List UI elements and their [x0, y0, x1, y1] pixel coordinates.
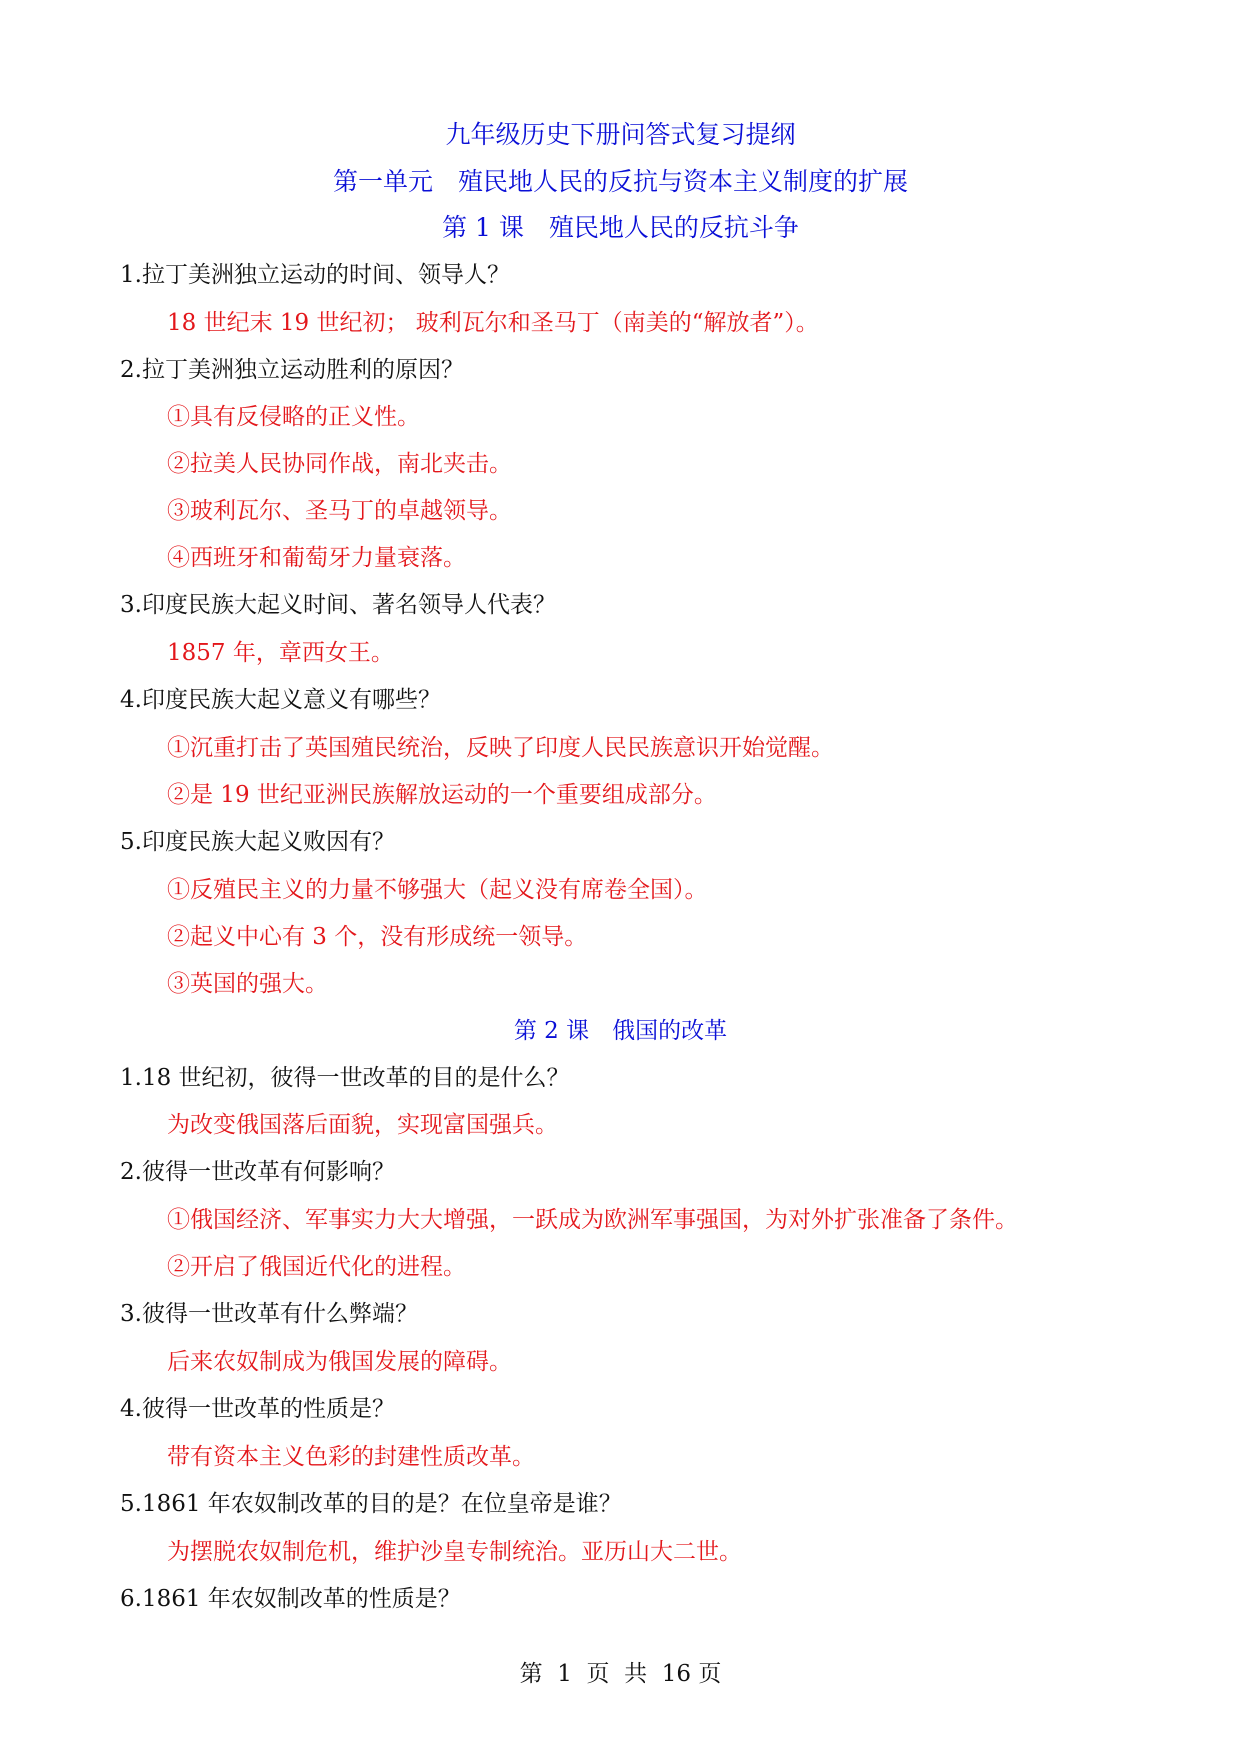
question-l2-1: 1.18 世纪初，彼得一世改革的目的是什么？	[120, 1065, 570, 1091]
question-l2-5: 5.1861 年农奴制改革的目的是？在位皇帝是谁？	[120, 1491, 622, 1517]
answer-l2-3: 后来农奴制成为俄国发展的障碍。	[167, 1349, 512, 1375]
unit-heading: 第一单元 殖民地人民的反抗与资本主义制度的扩展	[332, 167, 908, 196]
answer-l2-2-2: ②开启了俄国近代化的进程。	[167, 1254, 466, 1280]
lesson-1-heading: 第 1 课 殖民地人民的反抗斗争	[442, 213, 799, 242]
question-l1-5: 5.印度民族大起义败因有？	[120, 829, 395, 855]
lesson-2-heading: 第 2 课 俄国的改革	[513, 1018, 728, 1044]
question-l1-2: 2.拉丁美洲独立运动胜利的原因？	[120, 357, 464, 383]
answer-l1-1: 18 世纪末 19 世纪初； 玻利瓦尔和圣马丁（南美的“解放者”）。	[167, 310, 819, 336]
answer-l2-1: 为改变俄国落后面貌，实现富国强兵。	[167, 1112, 558, 1138]
answer-l2-5: 为摆脱农奴制危机，维护沙皇专制统治。亚历山大二世。	[167, 1539, 742, 1565]
answer-l1-2-2: ②拉美人民协同作战，南北夹击。	[167, 451, 512, 477]
answer-l1-5-3: ③英国的强大。	[167, 971, 328, 997]
answer-l1-5-2: ②起义中心有 3 个，没有形成统一领导。	[167, 924, 588, 950]
question-l2-6: 6.1861 年农奴制改革的性质是？	[120, 1586, 461, 1612]
page-number-footer: 第 1 页 共 16 页	[519, 1661, 722, 1687]
answer-l2-4: 带有资本主义色彩的封建性质改革。	[167, 1444, 535, 1470]
answer-l1-4-1: ①沉重打击了英国殖民统治，反映了印度人民民族意识开始觉醒。	[167, 735, 834, 761]
question-l1-3: 3.印度民族大起义时间、著名领导人代表？	[120, 592, 556, 618]
question-l2-3: 3.彼得一世改革有什么弊端？	[120, 1301, 418, 1327]
answer-l1-4-2: ②是 19 世纪亚洲民族解放运动的一个重要组成部分。	[167, 782, 717, 808]
question-l2-4: 4.彼得一世改革的性质是？	[120, 1396, 395, 1422]
answer-l1-2-4: ④西班牙和葡萄牙力量衰落。	[167, 545, 466, 571]
answer-l1-2-1: ①具有反侵略的正义性。	[167, 404, 420, 430]
answer-l1-2-3: ③玻利瓦尔、圣马丁的卓越领导。	[167, 498, 512, 524]
document-title: 九年级历史下册问答式复习提纲	[445, 120, 796, 149]
question-l2-2: 2.彼得一世改革有何影响？	[120, 1159, 395, 1185]
answer-l2-2-1: ①俄国经济、军事实力大大增强，一跃成为欧洲军事强国，为对外扩张准备了条件。	[167, 1207, 1018, 1233]
question-l1-1: 1.拉丁美洲独立运动的时间、领导人？	[120, 262, 510, 288]
answer-l1-5-1: ①反殖民主义的力量不够强大（起义没有席卷全国）。	[167, 877, 708, 903]
answer-l1-3: 1857 年，章西女王。	[167, 640, 394, 666]
question-l1-4: 4.印度民族大起义意义有哪些？	[120, 687, 441, 713]
